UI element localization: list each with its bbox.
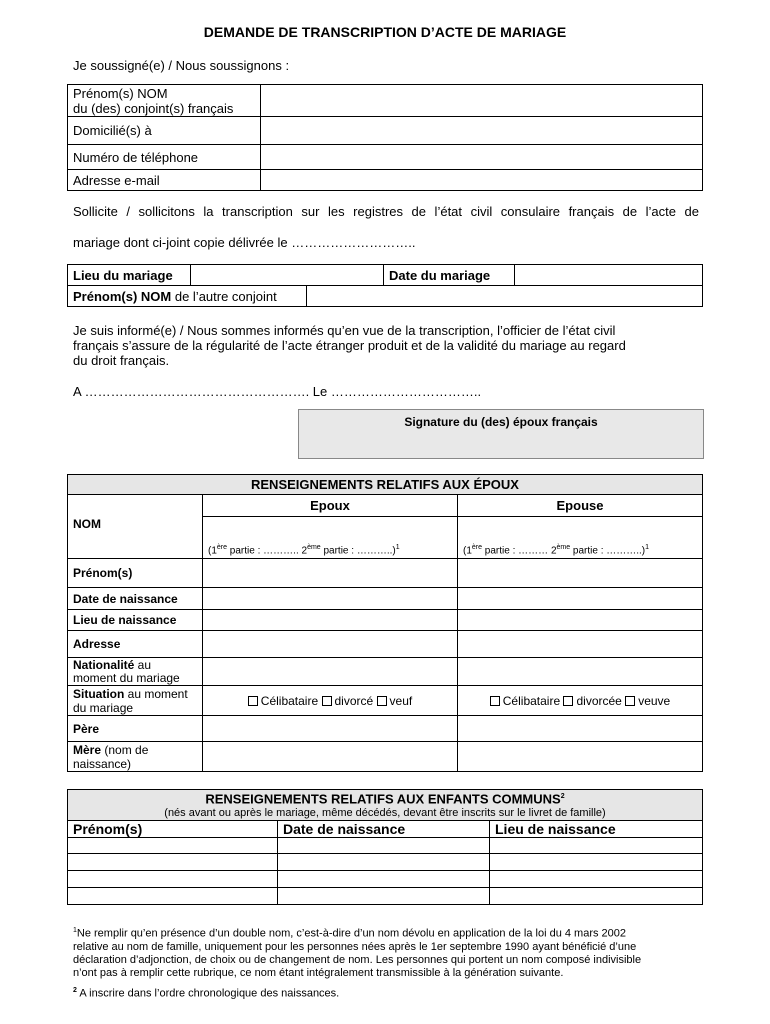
field-mere-epouse[interactable]: [458, 742, 703, 772]
table-row: [68, 838, 703, 854]
label-lieu-naissance: Lieu de naissance: [68, 610, 203, 631]
label-lieu-mariage: Lieu du mariage: [68, 265, 191, 286]
signature-label: Signature du (des) époux français: [404, 415, 598, 429]
label-email: Adresse e-mail: [68, 170, 261, 191]
label-prenom: Prénom(s): [68, 559, 203, 588]
children-heading-cell: RENSEIGNEMENTS RELATIFS AUX ENFANTS COMMUNS$^2$ (nés avant ou après le mariage, même décédés, devant être inscrits sur le livret de famille): [68, 790, 703, 821]
label-date-naissance: Date de naissance: [68, 588, 203, 610]
field-autre-conjoint[interactable]: [307, 286, 703, 307]
request-line-2: mariage dont ci-joint copie délivrée le ………………………..: [73, 235, 416, 250]
field-pob-epouse[interactable]: [458, 610, 703, 631]
children-heading: RENSEIGNEMENTS RELATIFS AUX ENFANTS COMMUNS: [205, 791, 561, 807]
footnote-1: $^1$Ne remplir qu’en présence d’un double nom, c’est-à-dire d’un nom dévolu en application de la loi du 4 mars 2002 relative au nom de famille, uniquement pour les personnes nées après le 1er septembre 1990 ayant bénéficié d’une déclaration d’adjonction, de choix ou de changement de nom. Les personnes qui portent un nom composé indivisible n’ont pas à remplir cette rubrique, ce nom étant intégralement transmissible à la génération suivante.: [73, 927, 642, 979]
request-line-1: Sollicite / sollicitons la transcription sur les registres de l’état civil consulaire français de l’acte de: [73, 204, 699, 219]
field-pob-epoux[interactable]: [203, 610, 458, 631]
field-adresse-epoux[interactable]: [203, 631, 458, 658]
col-pob-enfant: Lieu de naissance: [490, 821, 703, 838]
children-subheading: (nés avant ou après le mariage, même décédés, devant être inscrits sur le livret de famille): [164, 807, 606, 820]
field-prenom-nom[interactable]: [261, 85, 703, 117]
field-dob-epoux[interactable]: [203, 588, 458, 610]
label-prenom-nom: Prénom(s) NOM du (des) conjoint(s) français: [68, 85, 261, 117]
field-pere-epoux[interactable]: [203, 716, 458, 742]
identity-table: [67, 84, 703, 191]
label-nom: NOM: [68, 517, 203, 559]
spouses-heading: RENSEIGNEMENTS RELATIFS AUX ÉPOUX: [68, 475, 703, 495]
field-telephone[interactable]: [261, 145, 703, 170]
label-autre-conjoint: Prénom(s) NOM de l’autre conjoint: [68, 286, 307, 307]
label-situation: Situation au moment du mariage: [68, 686, 203, 716]
label-pere: Père: [68, 716, 203, 742]
children-table: [67, 789, 703, 905]
situation-epouse: Célibataire divorcée veuve: [458, 686, 703, 716]
field-date-mariage[interactable]: [515, 265, 703, 286]
label-date-mariage: Date du mariage: [384, 265, 515, 286]
checkbox-divorcee-epouse[interactable]: [563, 696, 573, 706]
label-adresse: Adresse: [68, 631, 203, 658]
col-prenom-enfant: Prénom(s): [68, 821, 278, 838]
label-telephone: Numéro de téléphone: [68, 145, 261, 170]
checkbox-veuve-epouse[interactable]: [625, 696, 635, 706]
table-row: [68, 871, 703, 888]
intro-text: Je soussigné(e) / Nous soussignons :: [73, 58, 290, 73]
spouses-corner: [68, 495, 203, 517]
col-epouse: Epouse: [458, 495, 703, 517]
label-domicile: Domicilié(s) à: [68, 117, 261, 145]
label-nationalite: Nationalité au moment du mariage: [68, 658, 203, 686]
table-row: [68, 888, 703, 905]
page-title: DEMANDE DE TRANSCRIPTION D’ACTE DE MARIAGE: [203, 24, 567, 40]
situation-epoux: Célibataire divorcé veuf: [203, 686, 458, 716]
footnote-2: $^2$ A inscrire dans l’ordre chronologique des naissances.: [73, 987, 340, 1000]
checkbox-celibataire-epoux[interactable]: [248, 696, 258, 706]
place-date-line: A ……………………………………………. Le ……………………………..: [73, 384, 482, 399]
field-adresse-epouse[interactable]: [458, 631, 703, 658]
field-nationalite-epoux[interactable]: [203, 658, 458, 686]
label-mere: Mère (nom de naissance): [68, 742, 203, 772]
checkbox-celibataire-epouse[interactable]: [490, 696, 500, 706]
field-nom-epoux[interactable]: (1ère partie : ……….. 2ème partie : ………..)$^1$: [203, 517, 458, 559]
col-epoux: Epoux: [203, 495, 458, 517]
field-dob-epouse[interactable]: [458, 588, 703, 610]
spouses-table: [67, 474, 703, 772]
field-mere-epoux[interactable]: [203, 742, 458, 772]
field-email[interactable]: [261, 170, 703, 191]
signature-box[interactable]: [298, 409, 704, 459]
other-spouse-table: [67, 285, 703, 307]
checkbox-divorce-epoux[interactable]: [322, 696, 332, 706]
checkbox-veuf-epoux[interactable]: [377, 696, 387, 706]
field-nom-epouse[interactable]: (1ère partie : ……… 2ème partie : ………..)$^1$: [458, 517, 703, 559]
info-paragraph: Je suis informé(e) / Nous sommes informés qu’en vue de la transcription, l’officier de l’état civil français s’assure de la régularité de l’acte étranger produit et de la validité du mariage au regard du droit français.: [73, 323, 626, 368]
marriage-table: [67, 264, 703, 286]
field-prenom-epouse[interactable]: [458, 559, 703, 588]
field-prenom-epoux[interactable]: [203, 559, 458, 588]
field-nationalite-epouse[interactable]: [458, 658, 703, 686]
field-domicile[interactable]: [261, 117, 703, 145]
field-lieu-mariage[interactable]: [191, 265, 384, 286]
col-dob-enfant: Date de naissance: [278, 821, 490, 838]
table-row: [68, 854, 703, 871]
field-pere-epouse[interactable]: [458, 716, 703, 742]
